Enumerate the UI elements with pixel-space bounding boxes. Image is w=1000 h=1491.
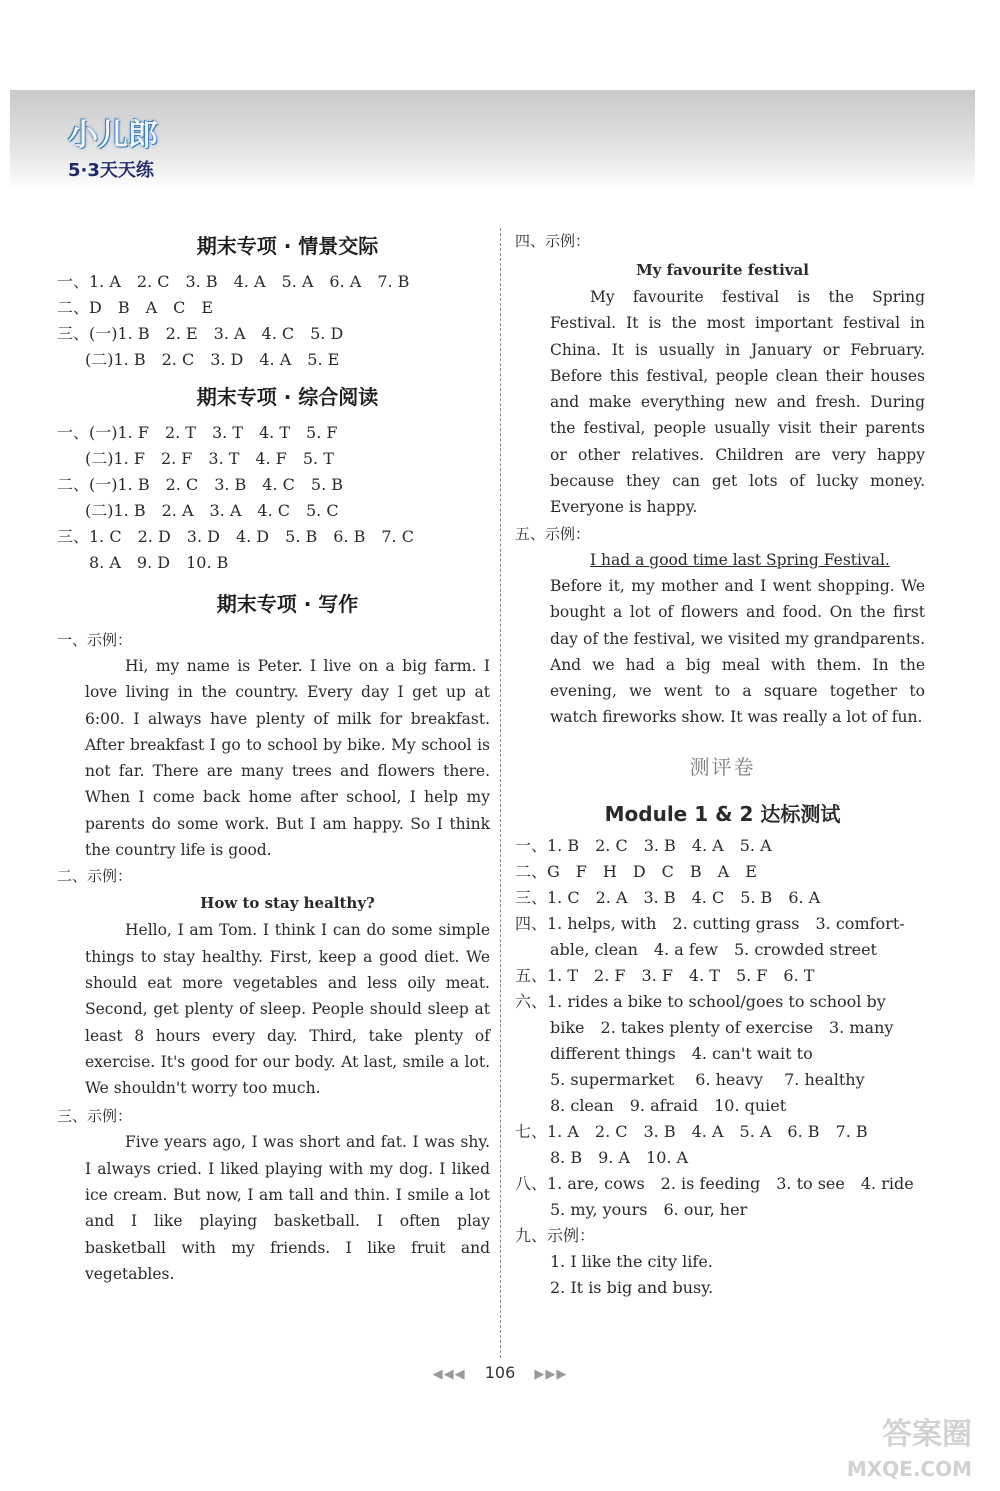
question-label: 五、示例：: [515, 524, 591, 543]
answer-line: 七、1. A 2. C 3. B 4. A 5. A 6. B 7. B: [515, 1121, 868, 1141]
watermark-url: MXQE.COM: [846, 1457, 972, 1481]
watermark-text: 答案圈: [882, 1417, 972, 1452]
question-label: 一、示例：: [57, 631, 133, 649]
essay-title: How to stay healthy?: [200, 894, 375, 913]
answer-line: 二、D B A C E: [57, 298, 214, 317]
test-section-title: 测评卷: [689, 754, 756, 779]
answer-line: 一、(一)1. F 2. T 3. T 4. T 5. F: [57, 423, 338, 442]
answer-line: (二)1. B 2. C 3. D 4. A 5. E: [85, 350, 340, 369]
answer-line: (二)1. B 2. A 3. A 4. C 5. C: [85, 501, 339, 520]
section-title: 期末专项 · 写作: [216, 592, 359, 616]
brand-logo: [68, 110, 238, 190]
answer-line: (二)1. F 2. F 3. T 4. F 5. T: [85, 449, 334, 468]
module-title: Module 1 & 2 达标测试: [604, 801, 841, 826]
answer-line: 三、1. C 2. D 3. D 4. D 5. B 6. B 7. C: [57, 527, 414, 546]
answer-line: 二、(一)1. B 2. C 3. B 4. C 5. B: [57, 475, 344, 494]
next-arrows-icon: ▶▶▶: [534, 1367, 568, 1382]
answer-line: 8. clean 9. afraid 10. quiet: [550, 1095, 787, 1115]
answer-line: 八、1. are, cows 2. is feeding 3. to see 4. ride: [515, 1173, 914, 1193]
prev-arrows-icon: ◀◀◀: [432, 1367, 466, 1382]
logo-subtitle: 5·3天天练: [68, 160, 154, 181]
right-column: [515, 228, 925, 1301]
answer-line: 三、(一)1. B 2. E 3. A 4. C 5. D: [57, 324, 344, 343]
answer-line: 8. B 9. A 10. A: [550, 1147, 689, 1167]
answer-line: 1. I like the city life.: [550, 1251, 713, 1271]
answer-line: 一、1. B 2. C 3. B 4. A 5. A: [515, 835, 772, 855]
answer-line: 一、1. A 2. C 3. B 4. A 5. A 6. A 7. B: [57, 272, 410, 291]
essay-paragraph: Before it, my mother and I went shopping. We bought a lot of flowers and food. On the first day of the festival, we visited my grandparents. And we had a big meal with them. In the evening, we went to a square together to watch fireworks show. It was really a lot of fun.: [550, 576, 925, 727]
question-label: 三、示例：: [57, 1107, 133, 1126]
answer-line: 三、1. C 2. A 3. B 4. C 5. B 6. A: [515, 887, 821, 907]
answer-line: 六、1. rides a bike to school/goes to school by: [515, 991, 886, 1011]
question-label: 二、示例：: [57, 867, 133, 886]
answer-line: 2. It is big and busy.: [550, 1277, 714, 1297]
essay-paragraph: Hello, I am Tom. I think I can do some simple things to stay healthy. First, keep a good diet. We should eat more vegetables and less oily meat. Second, get plenty of sleep. People should sleep at least 8 hours every day. Third, take plenty of exercise. It's good for our body. At last, smile a lot. We shouldn't worry too much.: [85, 921, 490, 1098]
essay-paragraph: Five years ago, I was short and fat. I was shy. I always cried. I liked playing with my dog. I liked ice cream. But now, I am tall and thin. I smile a lot and I like playing basketball. I often play basketball with my friends. I like fruit and vegetables.: [85, 1133, 490, 1283]
essay-title: My favourite festival: [636, 261, 809, 279]
answer-line: bike 2. takes plenty of exercise 3. many: [550, 1017, 894, 1037]
answer-line: 8. A 9. D 10. B: [89, 553, 229, 572]
watermark-logo: [847, 1418, 972, 1486]
answer-line: 五、1. T 2. F 3. F 4. T 5. F 6. T: [515, 965, 815, 985]
answer-line: able, clean 4. a few 5. crowded street: [550, 939, 877, 959]
answer-line: 二、G F H D C B A E: [515, 861, 757, 881]
page-footer: [0, 1363, 1000, 1382]
answer-line: 四、1. helps, with 2. cutting grass 3. comfort-: [515, 913, 905, 933]
section-title: 期末专项 · 情景交际: [196, 234, 379, 258]
page-number: 106: [484, 1363, 516, 1382]
answer-line: 5. my, yours 6. our, her: [550, 1199, 748, 1219]
question-label: 四、示例：: [515, 232, 591, 250]
essay-paragraph: My favourite festival is the Spring Festival. It is the most important festival in China. It is usually in January or February. Before this festival, people clean their houses and make everything new and fresh. During the festival, people usually visit their parents or other relatives. Children are very happy because they can get lots of lucky money. Everyone is happy.: [550, 288, 925, 517]
section-title: 期末专项 · 综合阅读: [196, 385, 379, 409]
column-divider: [500, 228, 501, 1358]
answer-line: different things 4. can't wait to: [550, 1043, 813, 1063]
answer-line: 九、示例：: [515, 1225, 596, 1245]
essay-topic-sentence: I had a good time last Spring Festival.: [590, 550, 890, 569]
essay-paragraph: Hi, my name is Peter. I live on a big farm. I love living in the country. Every day I get up at 6:00. I always have plenty of milk for breakfast. After breakfast I go to school by bike. My school is not far. There are many trees and flowers there. When I come back home after school, I help my parents do some work. But I am happy. So I think the country life is good.: [85, 657, 490, 860]
answer-line: 5. supermarket 6. heavy 7. healthy: [550, 1069, 865, 1089]
left-column: [57, 228, 490, 1287]
logo-title: 小儿郎: [68, 118, 158, 153]
